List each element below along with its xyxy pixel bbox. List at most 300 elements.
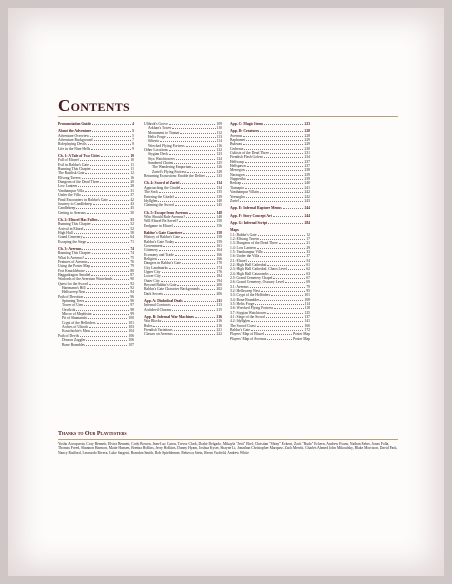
toc-page-number: 122 xyxy=(216,148,222,153)
toc-entry-label: App. C: Magic Items xyxy=(230,122,263,126)
dot-leader xyxy=(169,268,216,269)
toc-entry-label: High Hall xyxy=(58,230,73,235)
toc-page-number: 238 xyxy=(304,168,310,173)
toc-page-number: 52 xyxy=(130,226,134,231)
dot-leader xyxy=(243,136,303,137)
toc-entry-label: 1.3: Dungeon of the Dead Three xyxy=(230,241,278,246)
toc-entry-label: Lower City xyxy=(144,274,161,279)
dot-leader xyxy=(273,216,304,217)
toc-entry-label: App. G: Infernal Script xyxy=(230,220,268,225)
toc-page-number: 221 xyxy=(216,328,222,333)
dot-leader xyxy=(257,248,306,249)
toc-entry-label: 4.2: Idyllglen xyxy=(230,319,250,324)
toc-page-number: 234 xyxy=(304,155,310,160)
dot-leader xyxy=(89,327,127,328)
dot-leader xyxy=(246,197,304,198)
toc-page-number: 140 xyxy=(216,198,222,203)
toc-page-number: 200 xyxy=(216,283,222,288)
toc-page-number: 133 xyxy=(216,174,222,179)
toc-entry-label: Ch. 3: Avernus xyxy=(58,246,82,251)
toc-entry-label: Cerberus xyxy=(230,146,244,151)
toc-entry-label: 1.5: Vanthampur Villa xyxy=(230,249,263,254)
toc-entry-label: Pit of Shamanshi xyxy=(62,316,88,321)
dot-leader xyxy=(175,205,216,206)
dot-leader xyxy=(169,124,216,125)
toc-entry-label: 2.1: Elturel xyxy=(230,258,247,263)
toc-page-number: 97 xyxy=(130,303,134,308)
dot-leader xyxy=(92,224,130,225)
toc-entry-label: Fall of Elturel xyxy=(58,158,79,163)
toc-page-number: 31 xyxy=(130,188,134,193)
toc-entry-label: Ch. 4: Sword of Zariel xyxy=(144,181,180,186)
toc-entry[interactable] xyxy=(58,343,134,347)
toc-page-number: Poster Map xyxy=(293,332,310,337)
toc-page-number: 54 xyxy=(306,258,310,263)
dot-leader xyxy=(100,182,129,183)
dot-leader xyxy=(162,321,215,322)
toc-entry[interactable] xyxy=(58,211,134,215)
toc-entry-label: 2.5: Grand Cemetery Chapel xyxy=(230,276,273,280)
dot-leader xyxy=(244,149,303,150)
toc-entry-label: Pronunciation Guide xyxy=(58,122,92,126)
dot-leader xyxy=(240,201,304,202)
toc-page-number: 79 xyxy=(306,284,310,289)
toc-page-number: 29 xyxy=(306,245,310,250)
dot-leader xyxy=(80,160,130,161)
dot-leader xyxy=(243,144,303,145)
dot-leader xyxy=(101,156,130,157)
toc-section-heading[interactable] xyxy=(230,122,310,126)
toc-page-number: 158 xyxy=(216,230,222,235)
toc-entry[interactable] xyxy=(144,174,222,178)
toc-page-number: 4 xyxy=(132,122,134,126)
dot-leader xyxy=(189,213,215,214)
dot-leader xyxy=(270,274,306,275)
dot-leader xyxy=(177,285,215,286)
toc-page-number: 231 xyxy=(304,151,310,156)
toc-page-number: 135 xyxy=(216,190,222,195)
dot-leader xyxy=(86,292,129,293)
toc-entry-label: Bone Brambles xyxy=(62,342,85,347)
dot-leader xyxy=(160,141,216,142)
toc-entry-label: Grand Cemetery xyxy=(58,235,83,240)
dot-leader xyxy=(88,262,129,263)
toc-page-number: 8 xyxy=(132,142,134,147)
toc-page-number: 170 xyxy=(216,261,222,266)
toc-page-number: 96 xyxy=(130,294,134,299)
dot-leader xyxy=(174,163,215,164)
dot-leader xyxy=(288,269,305,270)
toc-entry-label: Siltesta xyxy=(148,139,159,144)
toc-page-number: 74 xyxy=(130,246,134,251)
toc-entry-label: Archdevil Charms xyxy=(144,307,172,312)
toc-entry-label: The Basilisk Gate xyxy=(58,171,85,176)
toc-entry-label: War Blocks xyxy=(144,319,162,324)
toc-entry-label: Using the Poster Map xyxy=(58,264,91,269)
toc-entry-label: 3.5: Helix Forge xyxy=(230,302,255,307)
dot-leader xyxy=(266,317,304,318)
toc-page-number: 134 xyxy=(216,185,222,190)
toc-column-1 xyxy=(58,122,134,347)
toc-page-number: 243 xyxy=(304,198,310,203)
toc-entry[interactable] xyxy=(144,224,222,228)
toc-page-number: 222 xyxy=(216,332,222,337)
dot-leader xyxy=(85,301,129,302)
toc-entry-label: Vanthampur Villa xyxy=(58,188,85,193)
dot-leader xyxy=(195,317,216,318)
toc-entry-label: Zariel's Flying Fortress xyxy=(152,169,187,174)
toc-entry-label: Nupperibo xyxy=(230,177,246,182)
dot-leader xyxy=(86,345,128,346)
dot-leader xyxy=(92,169,130,170)
toc-page-number: 216 xyxy=(216,319,222,324)
toc-entry-label: Ulthrok's Grove xyxy=(144,122,168,126)
dot-leader xyxy=(87,242,129,243)
toc-page-number: 104 xyxy=(128,329,134,334)
toc-page-number: 5 xyxy=(132,133,134,138)
toc-page-number: 69 xyxy=(306,280,310,285)
toc-entry[interactable] xyxy=(144,332,222,336)
dot-leader xyxy=(255,304,303,305)
toc-entry-label: Crypt of the Hellriders xyxy=(62,320,96,325)
dot-leader xyxy=(174,226,216,227)
toc-entry-label: Redcap xyxy=(230,181,242,186)
toc-entry[interactable] xyxy=(144,203,222,207)
toc-entry[interactable] xyxy=(144,308,222,312)
dot-leader xyxy=(179,221,216,222)
toc-entry-label: 1.1: Baldur's Gate xyxy=(230,232,257,237)
toc-entry-label: Will Elturel Be Saved? xyxy=(144,219,178,224)
toc-section-heading[interactable] xyxy=(58,122,134,126)
toc-entry-label: Spinning Trees xyxy=(62,299,85,304)
dot-leader xyxy=(87,213,130,214)
toc-entry[interactable] xyxy=(58,147,134,151)
toc-page-number: 9 xyxy=(132,146,134,151)
dot-leader xyxy=(161,281,216,282)
toc-entry-label: Evil in Baldur's Gate xyxy=(58,162,89,167)
dot-leader xyxy=(90,165,130,166)
toc-entry-label: Dangers in Baldur's Gate xyxy=(144,261,182,266)
toc-page-number: 242 xyxy=(304,194,310,199)
playtesters-list: Yoshu Arocquerta, Cory Bennett, Elvira Bennett, Cody Bowen, Jean-Luc Caron, Trevor Clark, Drake Delgado, Mikayla "Jetti" Ebel, Christian "Shiny" Eckern, Zach "Rudo" Eckern, Andrew Evans, Nathan Faber, Jonas Folla, Thomas Freed, Shannon Harmon, Matte Hansen, Brenna Hollins, Jerry Holkins, Danny Hyam, Joshua Kyser, Shayne Li, Jonathan Christopher Marquez, Zach Merritt, Charles Ahmed John Mikoufsky, Blake Morrison, David Park, Nancy Radford, Leonardo Rivera, Luke Sargent, Brandon Smith, Rob Spieldenner, Rebecca Stein, Reem Varfield, Andrew White xyxy=(58,442,398,455)
toc-page-number: 216 xyxy=(216,315,222,320)
toc-page-number: 76 xyxy=(130,259,134,264)
toc-page-number: 237 xyxy=(304,164,310,169)
dot-leader xyxy=(246,140,303,141)
toc-page-number: 37 xyxy=(130,193,134,198)
dot-leader xyxy=(260,192,304,193)
toc-entry-label: Endgame in Elturel xyxy=(144,223,173,228)
dot-leader xyxy=(158,201,215,202)
dot-leader xyxy=(85,258,129,259)
dot-leader xyxy=(206,176,216,177)
toc-entry-label: Arrival in Elturel xyxy=(58,226,84,231)
dot-leader xyxy=(264,252,306,253)
dot-leader xyxy=(257,326,304,327)
dot-leader xyxy=(172,128,215,129)
toc-entry-label: 2.3: High Hall Cathedral, Chaos Level xyxy=(230,267,287,272)
toc-page-number: 61 xyxy=(306,262,310,267)
toc-page-number: 110 xyxy=(216,126,222,131)
toc-entry-label: Helix Forge xyxy=(148,135,166,140)
toc-entry-label: The Sword Coast xyxy=(230,323,256,328)
toc-page-number: 137 xyxy=(304,315,310,320)
toc-entry-label: Narzugon xyxy=(230,172,245,177)
toc-entry-label: Elfsong Tavern xyxy=(58,175,81,180)
toc-page-number: 161 xyxy=(216,243,222,248)
toc-page-number: 230 xyxy=(304,146,310,151)
toc-entry-label: Baldur's Gate Character Backgrounds xyxy=(144,287,200,292)
toc-page-number: 101 xyxy=(304,293,310,298)
toc-page-number: 64 xyxy=(130,235,134,240)
dot-leader xyxy=(250,287,306,288)
toc-page-number: 17 xyxy=(306,236,310,241)
toc-entry-label: Arkhan's Tower xyxy=(148,126,172,131)
toc-page-number: 237 xyxy=(304,159,310,164)
dot-leader xyxy=(180,183,215,184)
toc-page-number: 20 xyxy=(130,180,134,185)
toc-entry-label: Government xyxy=(144,243,163,248)
dot-leader xyxy=(82,195,130,196)
dot-leader xyxy=(89,284,130,285)
toc-page-number: 174 xyxy=(216,265,222,270)
toc-page-number: 16 xyxy=(130,175,134,180)
toc-page-number: 12 xyxy=(306,232,310,237)
dot-leader xyxy=(162,272,216,273)
dot-leader xyxy=(246,170,304,171)
toc-page-number: 50 xyxy=(130,210,134,215)
toc-entry-label: 3.3: Crypt of the Hellriders xyxy=(230,293,271,298)
toc-page-number: 206 xyxy=(216,291,222,296)
dot-leader xyxy=(98,220,129,221)
dot-leader xyxy=(114,279,130,280)
toc-page-number: 215 xyxy=(216,307,222,312)
toc-page-number: 239 xyxy=(304,177,310,182)
toc-page-number: 42 xyxy=(130,197,134,202)
dot-leader xyxy=(274,308,304,309)
dot-leader xyxy=(260,256,305,257)
dot-leader xyxy=(172,310,215,311)
dot-leader xyxy=(247,166,304,167)
toc-entry-label: Fiendish Flesh Golem xyxy=(230,155,263,160)
toc-column-4 xyxy=(318,122,398,340)
toc-page-number: 10 xyxy=(130,158,134,163)
toc-page-number: 148 xyxy=(216,210,222,215)
toc-page-number: 75 xyxy=(130,255,134,260)
toc-page-number: 92 xyxy=(130,286,134,291)
toc-page-number: 176 xyxy=(216,270,222,274)
toc-entry-label: Baldur's Gate Gazetteer xyxy=(144,230,183,235)
toc-page-number: 45 xyxy=(130,206,134,211)
dot-leader xyxy=(162,276,216,277)
dot-leader xyxy=(265,334,292,335)
toc-page-number: 125 xyxy=(304,310,310,315)
toc-entry[interactable] xyxy=(58,240,134,244)
dot-leader xyxy=(86,271,130,272)
dot-leader xyxy=(159,192,215,193)
toc-entry-label: 1.2: Elfsong Tavern xyxy=(230,236,260,241)
dot-leader xyxy=(91,266,129,267)
toc-entry-label: Baldur's Gate Today xyxy=(144,239,175,244)
toc-entry-label: Outer City xyxy=(144,278,160,283)
toc-page-number: 100 xyxy=(128,316,134,321)
dot-leader xyxy=(246,175,304,176)
dot-leader xyxy=(175,197,216,198)
dot-leader xyxy=(78,186,129,187)
toc-page-number: 166 xyxy=(216,252,222,257)
toc-page-number: 284 xyxy=(304,220,310,225)
toc-entry-label: Fort Knucklebone xyxy=(58,268,85,273)
dot-leader xyxy=(201,289,216,290)
dot-leader xyxy=(264,157,304,158)
toc-page-number: 67 xyxy=(306,276,310,280)
dot-leader xyxy=(268,223,303,224)
toc-page-number: 58 xyxy=(130,230,134,235)
toc-page-number: 126 xyxy=(216,165,222,170)
dot-leader xyxy=(80,336,127,337)
toc-entry-label: Ch. 1: A Tale of Two Cities xyxy=(58,154,100,159)
toc-page-number: 11 xyxy=(130,162,134,167)
toc-page-number: 145 xyxy=(216,203,222,208)
toc-entry[interactable] xyxy=(144,292,222,296)
toc-page-number: 166 xyxy=(216,256,222,261)
toc-entry-label: Getting to Avernus xyxy=(58,210,86,215)
toc-entry-label: Maps xyxy=(230,228,239,233)
toc-page-number: 12 xyxy=(130,171,134,176)
toc-entry-label: Ch. 5: Escape from Avernus xyxy=(144,210,189,215)
dot-leader xyxy=(84,305,129,306)
toc-page-number: 28 xyxy=(130,184,134,189)
toc-section-heading[interactable] xyxy=(230,206,310,210)
dot-leader xyxy=(245,188,304,189)
toc-entry-label: Wrecked Flying Fortress xyxy=(148,143,185,148)
toc-page-number: 74 xyxy=(130,251,134,256)
toc-entry-label: App. B: Infernal War Machines xyxy=(144,315,194,320)
dot-leader xyxy=(261,291,306,292)
dot-leader xyxy=(183,233,215,234)
toc-page-number: 96 xyxy=(130,299,134,304)
toc-entry-label: Low Lantern xyxy=(58,184,78,189)
toc-page-number: 229 xyxy=(304,142,310,147)
toc-page-number: 108 xyxy=(304,297,310,302)
toc-entry-label: Entering the Citadel xyxy=(144,194,174,199)
toc-entry-label: Returning Excursions: Enable the Deliter xyxy=(144,174,205,179)
toc-entry-label: Kostchtchie's Maw xyxy=(62,329,91,334)
dot-leader xyxy=(88,318,127,319)
toc-entry-label: Oxvilrok xyxy=(62,307,76,312)
toc-entry-label: Merregon xyxy=(230,168,245,173)
toc-page-number: 101 xyxy=(128,320,134,325)
dot-leader xyxy=(85,173,129,174)
toc-page-number: 172 xyxy=(304,328,310,333)
dot-leader xyxy=(247,179,304,180)
dot-leader xyxy=(153,326,215,327)
toc-page-number: 141 xyxy=(304,319,310,324)
toc-page-number: Poster Map xyxy=(293,336,310,341)
toc-entry-label: Religion xyxy=(144,256,157,261)
dot-leader xyxy=(92,131,131,132)
dot-leader xyxy=(175,242,215,243)
toc-entry-label: Haggadragon Amaltel xyxy=(58,273,91,277)
toc-entry-label: Running This Chapter xyxy=(58,251,91,256)
toc-page-number: 229 xyxy=(304,138,310,143)
dot-leader xyxy=(76,208,129,209)
toc-entry-label: Styx Watchtowers xyxy=(148,156,175,161)
toc-section-heading[interactable] xyxy=(230,221,310,225)
toc-page-number: 33 xyxy=(306,249,310,254)
toc-page-number: 125 xyxy=(216,161,222,166)
toc-page-number: 106 xyxy=(128,333,134,338)
toc-entry-label: Upper City xyxy=(144,270,161,274)
dot-leader xyxy=(91,275,129,276)
toc-section-heading[interactable] xyxy=(230,214,310,218)
dot-leader xyxy=(267,339,292,340)
toc-entry-label: Players' Map of Elturel xyxy=(230,332,265,337)
toc-entry-label: Who Should Rule Avernus? xyxy=(144,214,186,219)
toc-entry-label: Cultists of the Dead Three xyxy=(230,151,269,156)
toc-page-number: 114 xyxy=(304,302,310,307)
toc-entry[interactable] xyxy=(230,337,310,341)
toc-entry-label: Running This Chapter xyxy=(58,167,91,172)
dot-leader xyxy=(192,167,215,168)
dot-leader xyxy=(84,297,129,298)
toc-entry-label: The Sock xyxy=(144,190,159,195)
dot-leader xyxy=(158,259,216,260)
toc-page-number: 11 xyxy=(130,167,134,172)
toc-page-number: 184 xyxy=(216,274,222,279)
toc-entry-label: 2.6: Grand Cemetery, Ossuary Level xyxy=(230,280,285,285)
dot-leader xyxy=(187,172,215,173)
dot-leader xyxy=(93,314,130,315)
toc-entry-label: Features of Avernus xyxy=(58,259,88,264)
toc-entry-label: Yeenoghu xyxy=(230,194,245,199)
toc-page-number: 80 xyxy=(130,268,134,273)
toc-page-number: 213 xyxy=(216,303,222,308)
toc-entry-label: Ch. 2: Elturel Has Fallen xyxy=(58,217,98,222)
dot-leader xyxy=(186,217,215,218)
toc-entry-label: The Wandering Emporium xyxy=(152,165,192,170)
toc-entry-label: Players' Map of Avernus xyxy=(230,336,267,341)
toc-entry-label: 4.1: Siege of the Sword xyxy=(230,315,265,320)
dot-leader xyxy=(260,239,305,240)
toc-entry-label: Hartmann's Hill xyxy=(62,286,86,291)
toc-page-number: 62 xyxy=(306,267,310,272)
dot-leader xyxy=(90,136,131,137)
toc-entry[interactable] xyxy=(230,199,310,203)
dot-leader xyxy=(94,140,132,141)
toc-entry-label: Baphomet xyxy=(230,138,246,143)
dot-leader xyxy=(174,334,216,335)
toc-page-number: 10 xyxy=(130,154,134,159)
toc-entry-label: Adventure Background xyxy=(58,138,93,143)
toc-entry-label: Hellwasp xyxy=(230,159,244,164)
toc-entry-label: 1.4: Low Lantern xyxy=(230,245,256,250)
toc-entry-label: Under the Villa xyxy=(58,193,81,198)
dot-leader xyxy=(92,124,131,125)
toc-page-number: 240 xyxy=(304,181,310,186)
page-sheet xyxy=(8,8,444,576)
title-divider xyxy=(58,116,398,117)
dot-leader xyxy=(84,229,129,230)
dot-leader xyxy=(182,263,215,264)
toc-page-number: 118 xyxy=(304,306,310,311)
dot-leader xyxy=(279,243,306,244)
dot-leader xyxy=(181,237,215,238)
toc-page-number: 244 xyxy=(304,213,310,218)
dot-leader xyxy=(248,261,306,262)
dot-leader xyxy=(271,295,303,296)
dot-leader xyxy=(167,137,216,138)
